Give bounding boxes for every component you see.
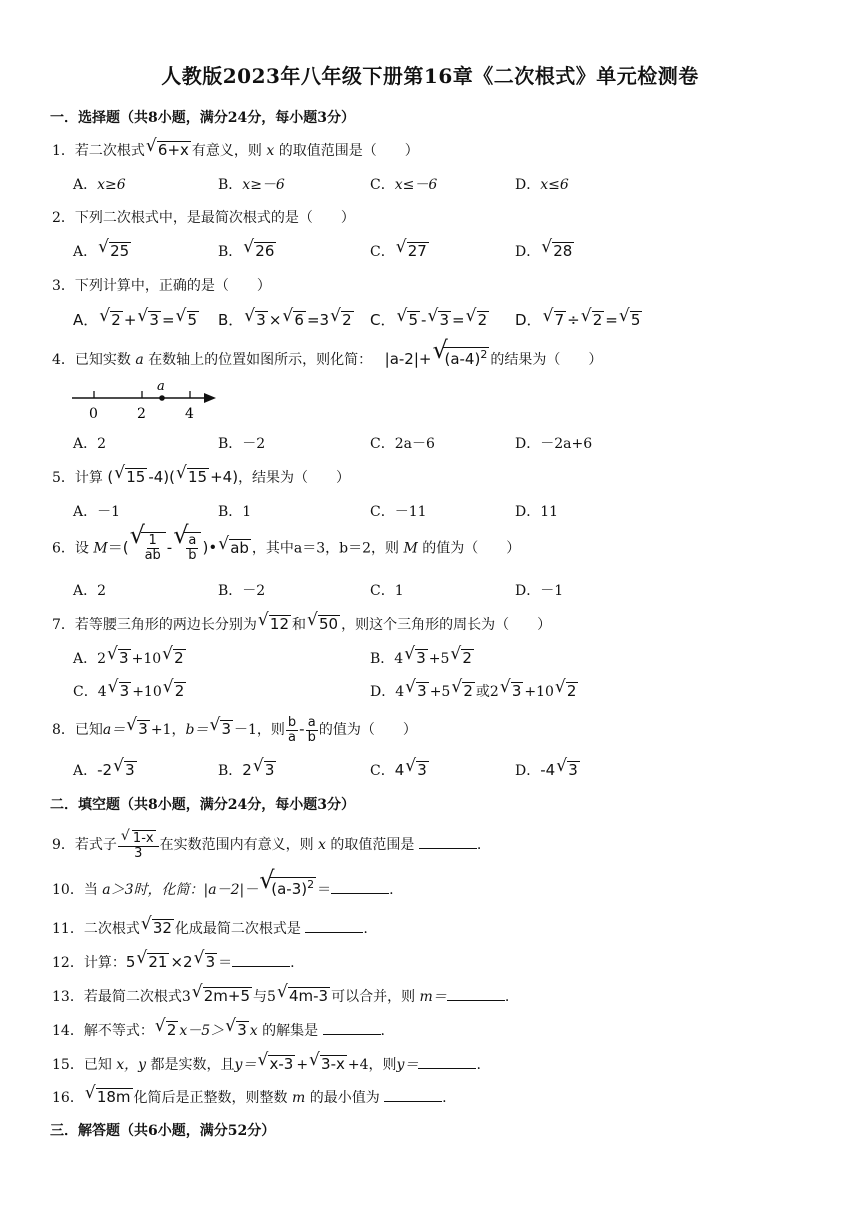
- q7-option-b[interactable]: B．4 √ 3 +5 √ 2: [370, 644, 472, 667]
- question-8: 8．已知a＝ √ 3 +1，b＝ √ 3 －1，则 $\frac{b}{a}$ - $\frac{a}{b}$ 的值为（ ）: [52, 715, 417, 745]
- q5-option-a[interactable]: A．－1: [73, 504, 121, 520]
- absolute-value: |a-2|+: [384, 350, 432, 368]
- question-13: 13．若最简二次根式3 √ 2m+5 与5 √ 4m-3 可以合并，则 m＝ .: [52, 982, 510, 1005]
- q2-option-a[interactable]: A． √ 25: [73, 237, 130, 260]
- question-text: 若二次根式: [74, 143, 145, 159]
- question-9: 9．若式子 √ 1-x 3 在实数范围内有意义，则 x 的取值范围是 .: [52, 828, 482, 861]
- section-heading-choice: 一．选择题（共8小题，满分24分，每小题3分）: [50, 110, 355, 126]
- q4-option-a[interactable]: A．2: [73, 436, 107, 452]
- q3-option-d[interactable]: D． √ 7 ÷ √ 2 = √ 5: [515, 306, 641, 329]
- q1-option-c[interactable]: C．x≤－6: [370, 177, 438, 193]
- q6-option-b[interactable]: B．－2: [218, 583, 266, 599]
- tick-label-0: 0: [89, 406, 98, 422]
- answer-blank[interactable]: [447, 988, 505, 1001]
- answer-blank[interactable]: [419, 836, 477, 849]
- q7-option-a[interactable]: A．2 √ 3 +10 √ 2: [73, 644, 184, 667]
- variable: x: [266, 143, 275, 159]
- q7-option-c[interactable]: C．4 √ 3 +10 √ 2: [73, 677, 185, 700]
- answer-blank[interactable]: [418, 1056, 476, 1069]
- q1-option-b[interactable]: B．x≥－6: [218, 177, 285, 193]
- question-12: 12．计算：5 √ 21 ×2 √ 3 ＝ .: [52, 948, 295, 971]
- q5-option-c[interactable]: C．－11: [370, 504, 427, 520]
- answer-blank[interactable]: [323, 1022, 381, 1035]
- q8-option-c[interactable]: C．4 √ 3: [370, 756, 427, 779]
- q4-option-c[interactable]: C．2a－6: [370, 436, 435, 452]
- question-text: 下列二次根式中，是最简次根式的是（ ）: [74, 210, 355, 226]
- section-heading-fill: 二．填空题（共8小题，满分24分，每小题3分）: [50, 797, 355, 813]
- question-text: 的取值范围是（ ）: [278, 143, 419, 159]
- question-1: [52, 136, 419, 160]
- question-3: 3．下列计算中，正确的是（ ）: [52, 278, 271, 294]
- question-2: 2．下列二次根式中，是最简次根式的是（ ）: [52, 210, 355, 226]
- answer-blank[interactable]: [305, 920, 363, 933]
- tick-label-4: 4: [185, 406, 194, 422]
- radical: √ 6+x: [145, 136, 189, 159]
- answer-blank[interactable]: [331, 881, 389, 894]
- q1-option-a[interactable]: A．x≥6: [73, 177, 126, 193]
- question-16: 16． √ 18m 化简后是正整数，则整数 m 的最小值为 .: [52, 1083, 447, 1106]
- q5-option-b[interactable]: B．1: [218, 504, 252, 520]
- q6-option-d[interactable]: D．－1: [515, 583, 564, 599]
- question-4: 4．已知实数 a 在数轴上的位置如图所示，则化简： |a-2|+ √ $(a-4)^2$ 的结果为（ ）: [52, 336, 603, 368]
- answer-blank[interactable]: [232, 954, 290, 967]
- question-11: 11．二次根式 √ 32 化成最简二次根式是 .: [52, 914, 368, 937]
- tick-label-2: 2: [137, 406, 146, 422]
- page-title: 人教版2023年八年级下册第16章《二次根式》单元检测卷: [161, 64, 699, 88]
- q8-option-d[interactable]: D．-4 √ 3: [515, 756, 578, 779]
- q2-option-d[interactable]: D． √ 28: [515, 237, 573, 260]
- q3-option-a[interactable]: A． √ 2 + √ 3 = √ 5: [73, 306, 198, 329]
- q8-option-b[interactable]: B．2 √ 3: [218, 756, 275, 779]
- q3-option-c[interactable]: C． √ 5 - √ 3 = √ 2: [370, 306, 488, 329]
- number-line: [70, 378, 220, 424]
- question-14: 14．解不等式： √ 2 x－5＞ √ 3 x 的解集是 .: [52, 1016, 385, 1039]
- q7-option-d[interactable]: D．4 √ 3 +5 √ 2 或2 √ 3 +10 √ 2: [370, 677, 577, 700]
- question-15: 15．已知 x，y 都是实数，且y＝ √ x-3 + √ 3-x +4，则y＝ .: [52, 1050, 481, 1073]
- q2-option-b[interactable]: B． √ 26: [218, 237, 275, 260]
- q1-option-d[interactable]: D．x≤6: [515, 177, 569, 193]
- q8-option-a[interactable]: A．-2 √ 3: [73, 756, 135, 779]
- question-text: 有意义，则: [191, 143, 262, 159]
- question-5: 5．计算 ( √ 15 -4)( √ 15 +4)，结果为（ ）: [52, 463, 351, 486]
- q4-option-b[interactable]: B．－2: [218, 436, 266, 452]
- q5-option-d[interactable]: D．11: [515, 504, 559, 520]
- arrow-icon: [204, 393, 216, 403]
- q6-option-a[interactable]: A．2: [73, 583, 107, 599]
- point-label: a: [157, 379, 165, 394]
- question-number: 1．: [52, 143, 75, 159]
- question-10: 10．当 a＞3时，化简：|a－2|－ √ $(a-3)^2$ ＝ .: [52, 866, 394, 898]
- radical: √ $(a-4)^2$: [432, 336, 488, 368]
- question-7: 7．若等腰三角形的两边长分别为 √ 12 和 √ 50 ，则这个三角形的周长为（ ）: [52, 610, 552, 633]
- question-6: 6．设 M＝( √ $\frac{1}{ab}$ - √ $\frac{a}{b}$ )• √ ab ，其中a＝3，b＝2，则 M 的值为（ ）: [52, 521, 521, 563]
- q2-option-c[interactable]: C． √ 27: [370, 237, 427, 260]
- q4-option-d[interactable]: D．－2a+6: [515, 436, 593, 452]
- answer-blank[interactable]: [384, 1089, 442, 1102]
- question-text: 下列计算中，正确的是（ ）: [74, 278, 271, 294]
- q3-option-b[interactable]: B． √ 3 × √ 6 =3 √ 2: [218, 306, 352, 329]
- q6-option-c[interactable]: C．1: [370, 583, 404, 599]
- section-heading-solve: 三．解答题（共6小题，满分52分）: [50, 1123, 276, 1139]
- point-a: [159, 395, 165, 401]
